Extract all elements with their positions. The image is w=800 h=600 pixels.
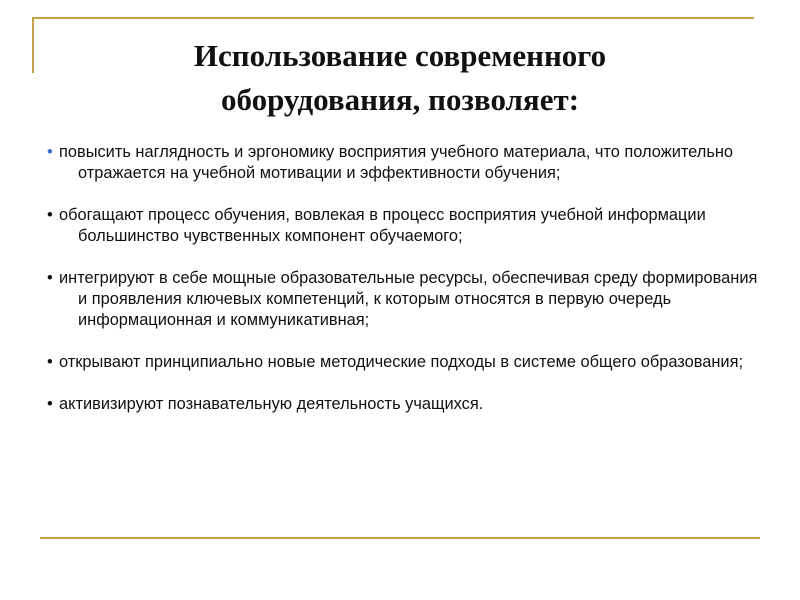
title-line-1: Использование современного: [193, 38, 607, 73]
bullet-marker: •: [47, 206, 53, 224]
bullet-item: [47, 142, 767, 184]
bullet-text: повысить наглядность и эргономику восприятия учебного материала, что положительно отражается на учебной мотивации и эффективности обучения;: [59, 143, 734, 182]
bullet-marker: •: [47, 395, 53, 413]
bullet-item: [47, 268, 767, 331]
left-decorative-rule: [32, 17, 34, 73]
bullet-marker: •: [47, 353, 53, 371]
bullet-text: открывают принципиально новые методические подходы в системе общего образования;: [59, 353, 744, 371]
bullet-list: [47, 142, 767, 415]
bottom-decorative-rule: [40, 537, 760, 539]
bullet-item: [47, 205, 767, 247]
bullet-text: интегрируют в себе мощные образовательные ресурсы, обеспечивая среду формирования и проявления ключевых компетенций, к которым относятся в первую очередь информационная и коммуникативная;: [59, 269, 758, 329]
bullet-text: обогащают процесс обучения, вовлекая в процесс восприятия учебной информации большинство чувственных компонент обучаемого;: [59, 206, 706, 245]
bullet-text: активизируют познавательную деятельность учащихся.: [59, 395, 484, 413]
slide-title: [60, 34, 740, 122]
bullet-marker: •: [47, 269, 53, 287]
bullet-item: [47, 394, 767, 415]
bullet-marker: •: [47, 143, 53, 161]
bullet-item: [47, 352, 767, 373]
title-line-2: оборудования, позволяет:: [220, 82, 580, 117]
top-decorative-rule: [32, 17, 754, 19]
